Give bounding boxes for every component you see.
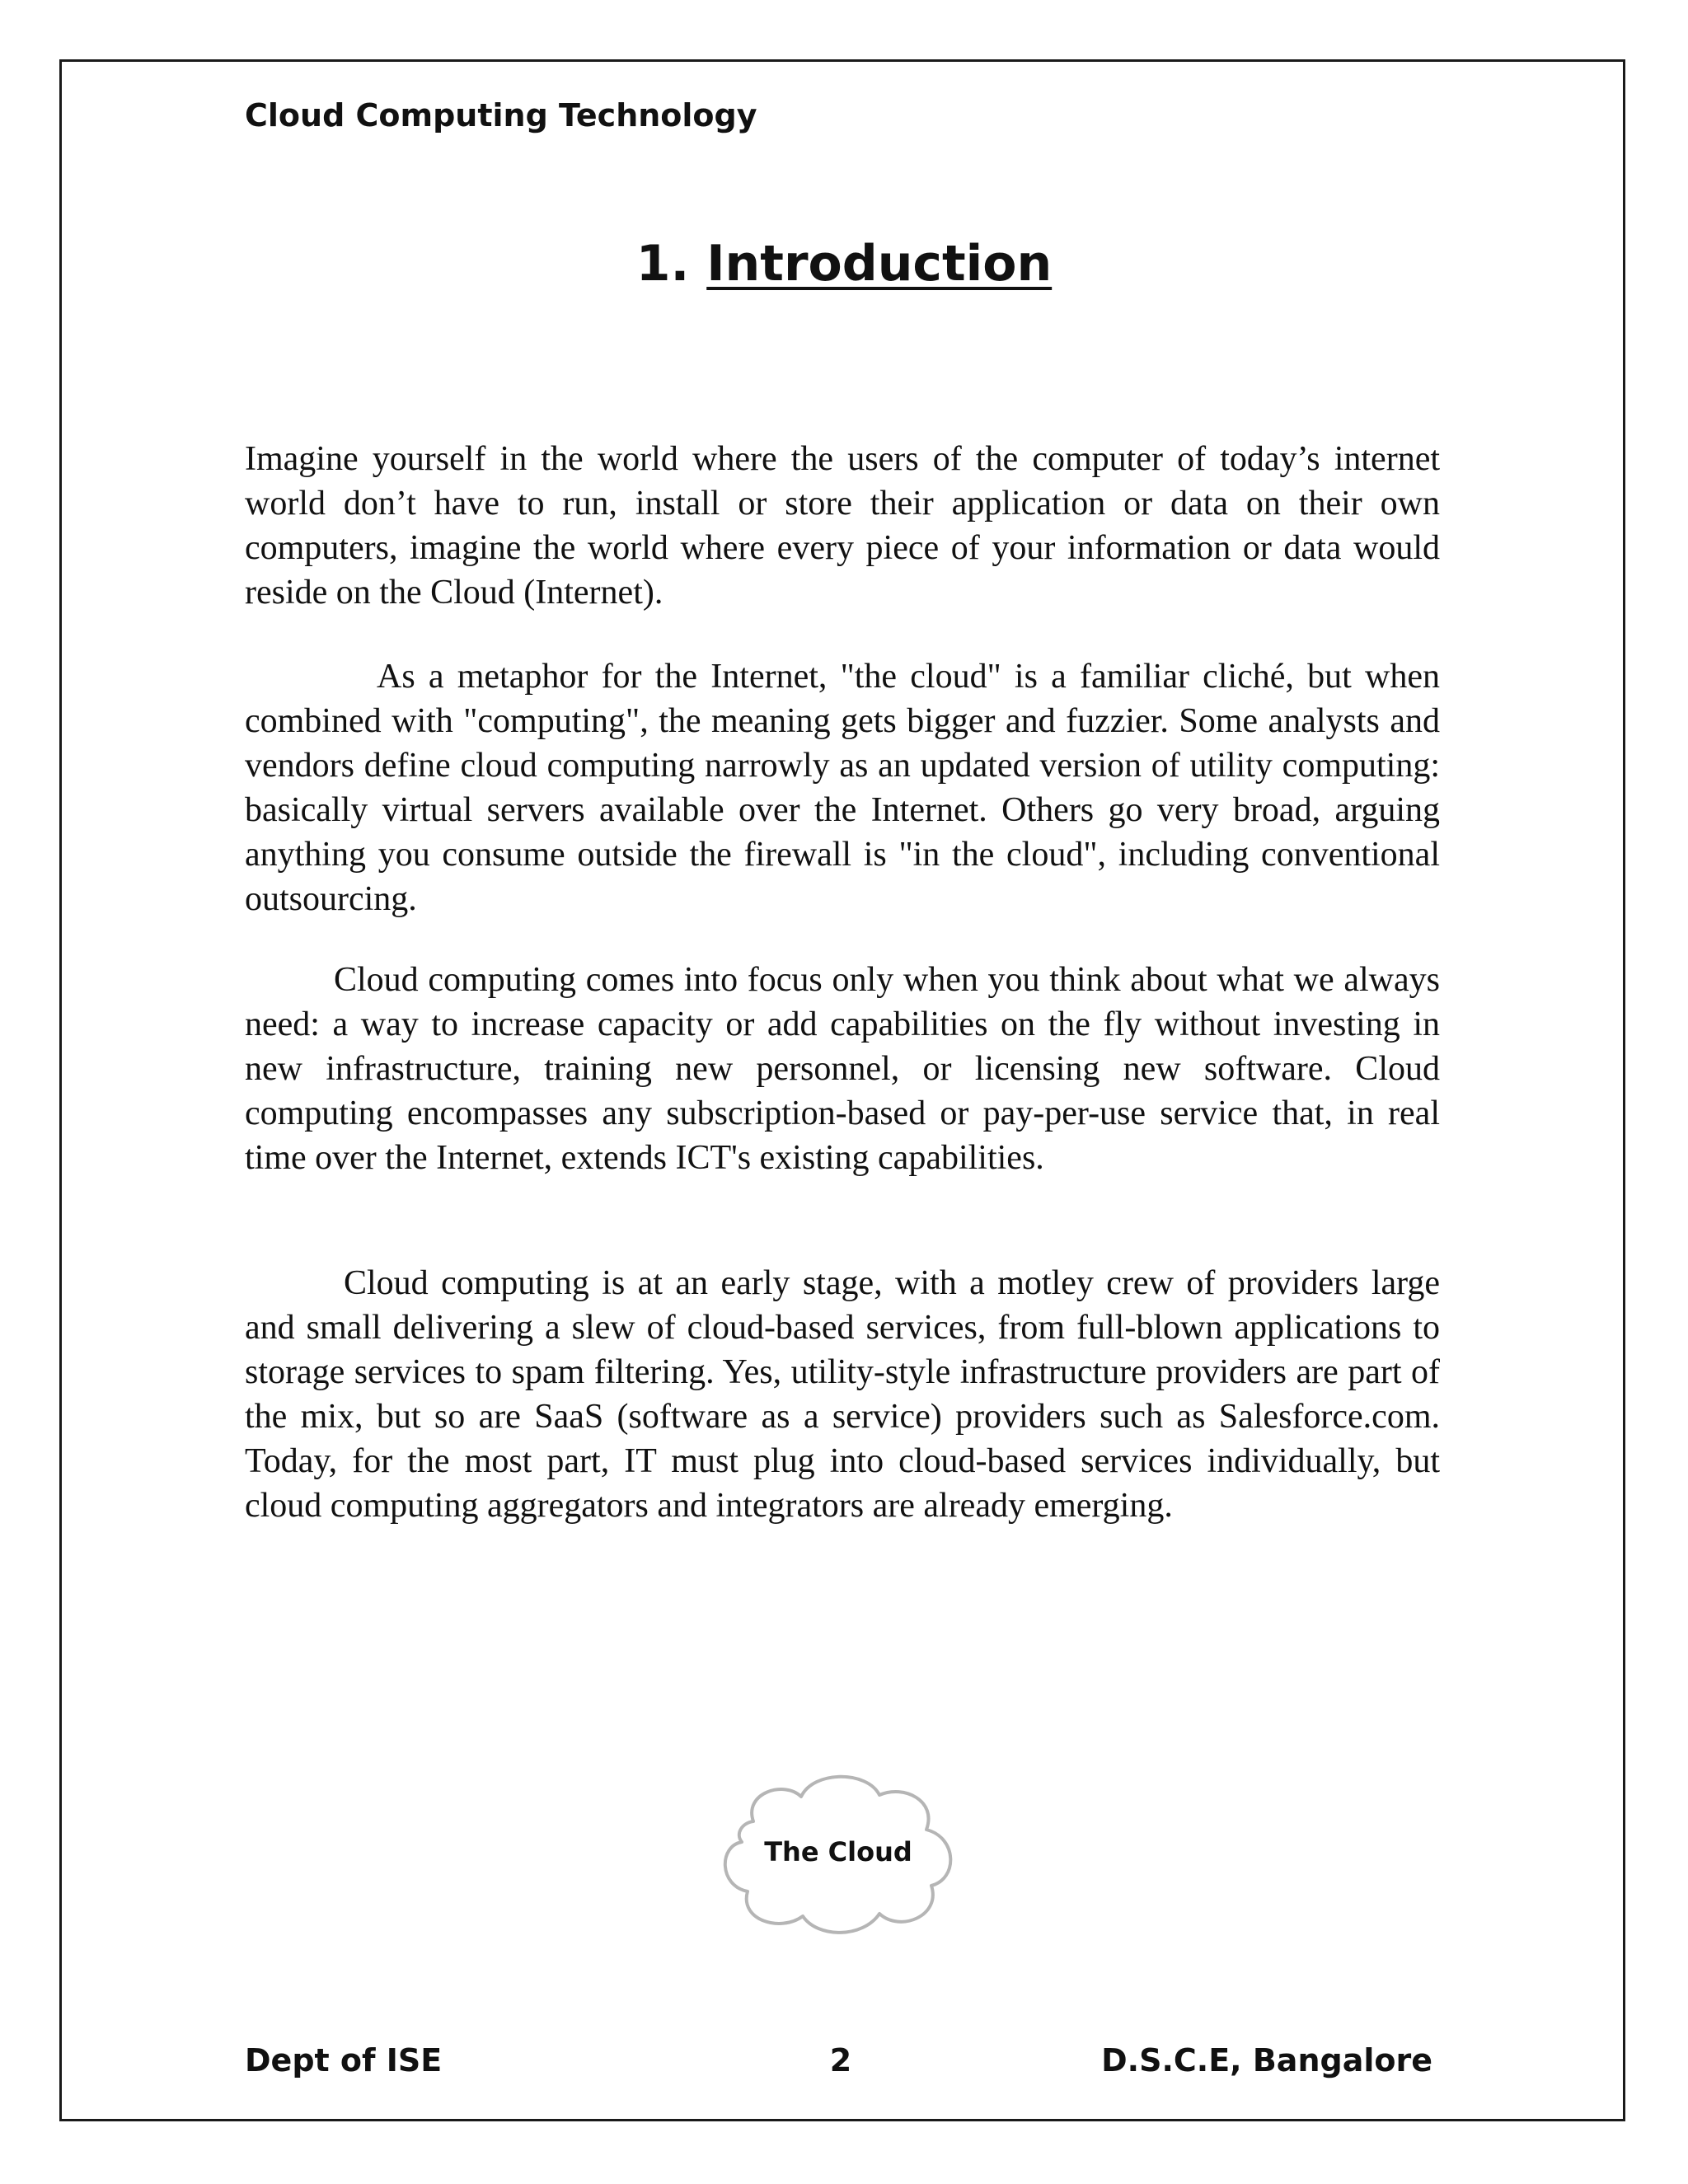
footer-institution: D.S.C.E, Bangalore — [1101, 2042, 1432, 2079]
paragraph: Imagine yourself in the world where the users of the computer of today’s internet world don’t have to run, install or store their application or data on their own computers, imagine the world where every piece of your information or data would reside on the Cloud (Internet). — [245, 440, 1440, 612]
footer-department: Dept of ISE — [245, 2042, 443, 2079]
cloud-label: The Cloud — [764, 1836, 912, 1868]
footer-page-number: 2 — [829, 2042, 852, 2079]
cloud-figure — [710, 1764, 966, 1945]
paragraph: Cloud computing is at an early stage, with a motley crew of providers large and small delivering a slew of cloud-based services, from full-blown applications to storage services to spam filtering. Yes, utility-style infrastructure providers are part of the mix, but so are SaaS (software as a service) providers such as Salesforce.com. Today, for the most part, IT must plug into cloud-based services individually, but cloud computing aggregators and integrators are already emerging. — [245, 1264, 1440, 1525]
chapter-number: 1. — [635, 235, 690, 293]
chapter-heading — [0, 235, 1688, 293]
chapter-title: Introduction — [706, 235, 1053, 293]
running-header: Cloud Computing Technology — [245, 97, 757, 134]
paragraph: Cloud computing comes into focus only when you think about what we always need: a way to increase capacity or add capabilities on the fly without investing in new infrastructure, training new personnel, or licensing new software. Cloud computing encompasses any subscription-based or pay-per-use service that, in real time over the Internet, extends ICT's existing capabilities. — [245, 961, 1440, 1177]
paragraph: As a metaphor for the Internet, "the cloud" is a familiar cliché, but when combined with "computing", the meaning gets bigger and fuzzier. Some analysts and vendors define cloud computing narrowly as an updated version of utility computing: basically virtual servers available over the Internet. Others go very broad, arguing anything you consume outside the firewall is "in the cloud", including conventional outsourcing. — [245, 658, 1440, 918]
